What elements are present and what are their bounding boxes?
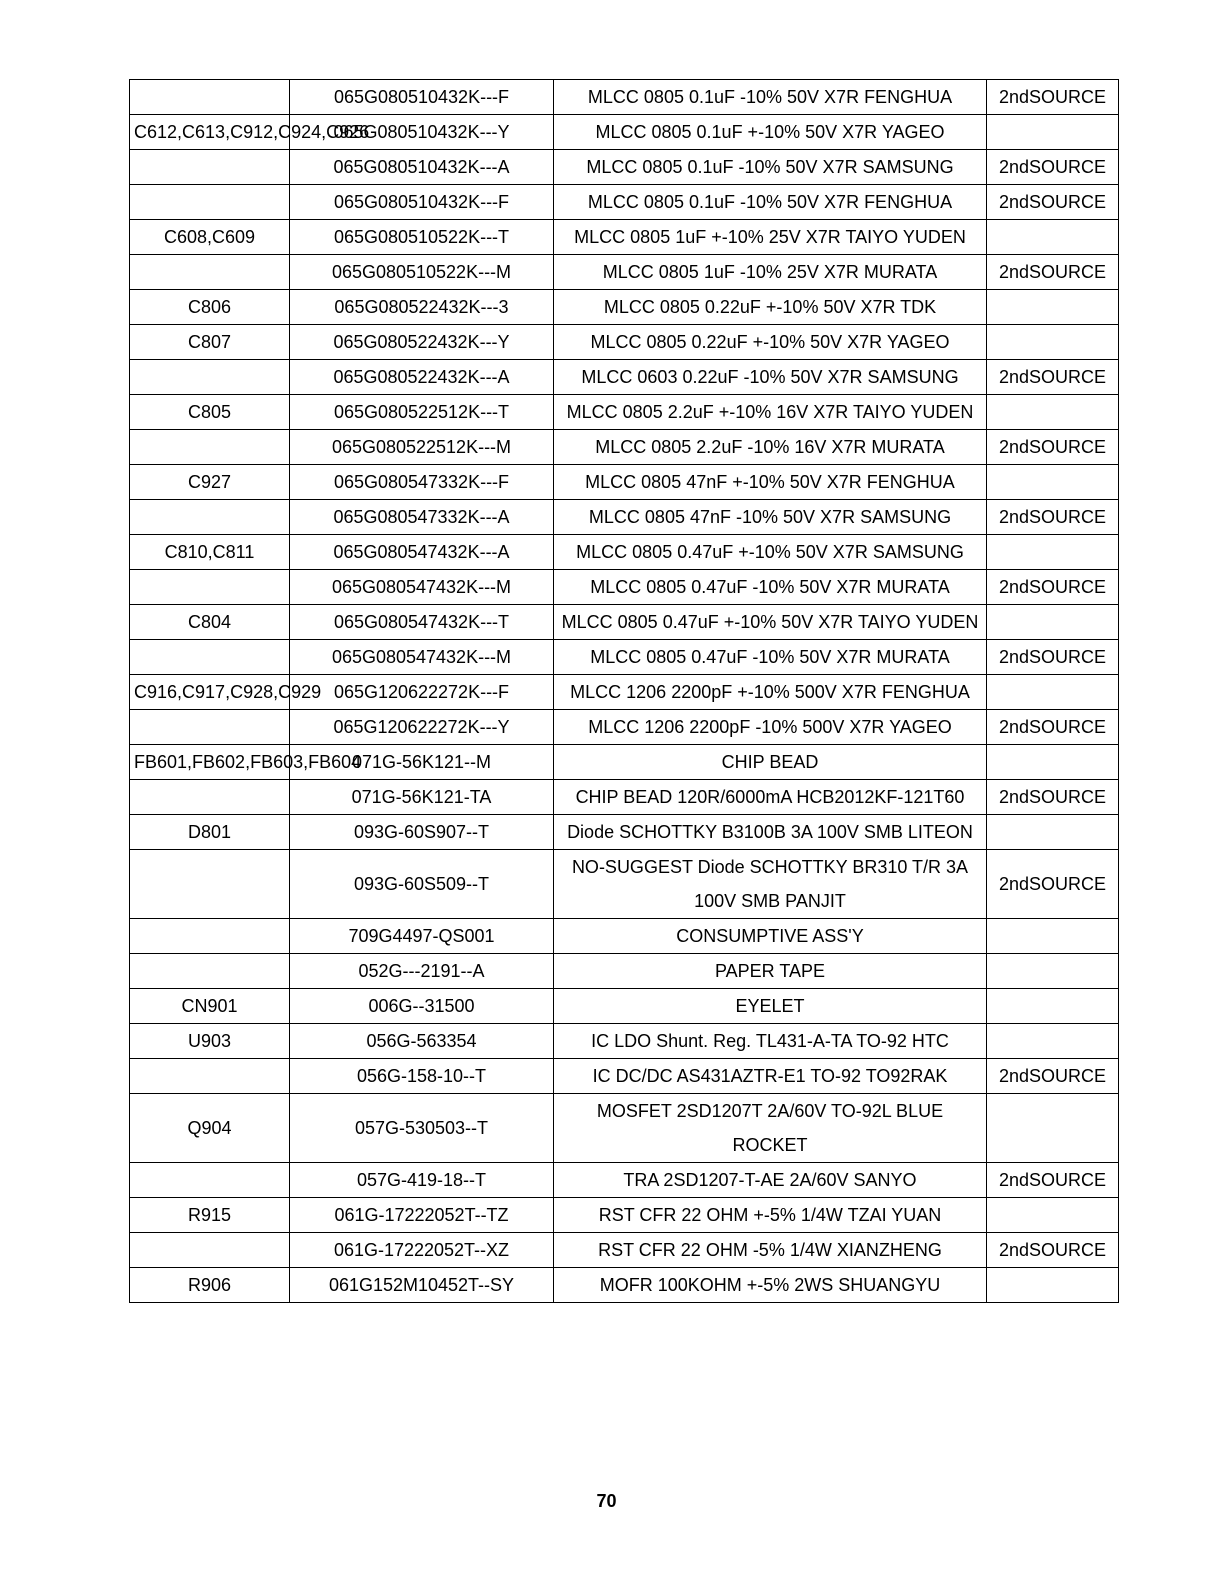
table-row: [130, 605, 1119, 640]
description-cell: MOFR 100KOHM +-5% 2WS SHUANGYU: [554, 1268, 987, 1303]
description-cell: CONSUMPTIVE ASS'Y: [554, 919, 987, 954]
table-row: [130, 290, 1119, 325]
description-cell: MLCC 0805 0.1uF -10% 50V X7R SAMSUNG: [554, 150, 987, 185]
part-number-cell: 065G080522432K---Y: [290, 325, 554, 360]
source-cell: 2ndSOURCE: [987, 570, 1119, 605]
source-cell: [987, 745, 1119, 780]
reference-designator-cell: [130, 430, 290, 465]
source-cell: [987, 1094, 1119, 1163]
description-cell: MLCC 0805 0.47uF +-10% 50V X7R SAMSUNG: [554, 535, 987, 570]
reference-designator-cell: [130, 500, 290, 535]
table-row: [130, 815, 1119, 850]
description-cell: MLCC 0805 2.2uF +-10% 16V X7R TAIYO YUDEN: [554, 395, 987, 430]
source-cell: [987, 115, 1119, 150]
reference-designator-cell: C927: [130, 465, 290, 500]
reference-designator-cell: [130, 919, 290, 954]
part-number-cell: 065G120622272K---F: [290, 675, 554, 710]
source-cell: [987, 395, 1119, 430]
table-row: [130, 185, 1119, 220]
reference-designator-cell: [130, 185, 290, 220]
source-cell: 2ndSOURCE: [987, 710, 1119, 745]
table-row: [130, 570, 1119, 605]
part-number-cell: 061G-17222052T--XZ: [290, 1233, 554, 1268]
table-row: [130, 1268, 1119, 1303]
reference-designator-cell: [130, 150, 290, 185]
table-row: [130, 745, 1119, 780]
source-cell: 2ndSOURCE: [987, 150, 1119, 185]
reference-designator-cell: [130, 710, 290, 745]
part-number-cell: 057G-419-18--T: [290, 1163, 554, 1198]
part-number-cell: 065G080547432K---M: [290, 640, 554, 675]
source-cell: 2ndSOURCE: [987, 430, 1119, 465]
description-cell: CHIP BEAD 120R/6000mA HCB2012KF-121T60: [554, 780, 987, 815]
description-cell: MLCC 0805 0.47uF +-10% 50V X7R TAIYO YUDEN: [554, 605, 987, 640]
source-cell: 2ndSOURCE: [987, 80, 1119, 115]
description-cell: MLCC 1206 2200pF +-10% 500V X7R FENGHUA: [554, 675, 987, 710]
source-cell: [987, 220, 1119, 255]
source-cell: [987, 465, 1119, 500]
table-row: [130, 395, 1119, 430]
source-cell: 2ndSOURCE: [987, 360, 1119, 395]
table-row: [130, 1163, 1119, 1198]
reference-designator-cell: C804: [130, 605, 290, 640]
description-cell: TRA 2SD1207-T-AE 2A/60V SANYO: [554, 1163, 987, 1198]
part-number-cell: 065G080510432K---F: [290, 80, 554, 115]
source-cell: 2ndSOURCE: [987, 850, 1119, 919]
part-number-cell: 065G080522512K---T: [290, 395, 554, 430]
table-row: [130, 325, 1119, 360]
description-cell: CHIP BEAD: [554, 745, 987, 780]
table-row: [130, 430, 1119, 465]
reference-designator-cell: C608,C609: [130, 220, 290, 255]
source-cell: 2ndSOURCE: [987, 780, 1119, 815]
table-row: [130, 500, 1119, 535]
reference-designator-cell: C612,C613,C912,C924,C926: [130, 115, 290, 150]
reference-designator-cell: C806: [130, 290, 290, 325]
table-row: [130, 255, 1119, 290]
table-row: [130, 80, 1119, 115]
part-number-cell: 065G080522432K---3: [290, 290, 554, 325]
table-row: [130, 640, 1119, 675]
table-row: [130, 919, 1119, 954]
source-cell: 2ndSOURCE: [987, 500, 1119, 535]
reference-designator-cell: FB601,FB602,FB603,FB604: [130, 745, 290, 780]
table-row: [130, 465, 1119, 500]
source-cell: [987, 325, 1119, 360]
reference-designator-cell: C807: [130, 325, 290, 360]
source-cell: [987, 989, 1119, 1024]
description-cell: MOSFET 2SD1207T 2A/60V TO-92L BLUE ROCKET: [554, 1094, 987, 1163]
description-cell: MLCC 0805 0.22uF +-10% 50V X7R TDK: [554, 290, 987, 325]
description-cell: MLCC 0805 2.2uF -10% 16V X7R MURATA: [554, 430, 987, 465]
description-cell: EYELET: [554, 989, 987, 1024]
source-cell: [987, 1024, 1119, 1059]
description-cell: MLCC 0805 0.1uF -10% 50V X7R FENGHUA: [554, 80, 987, 115]
source-cell: 2ndSOURCE: [987, 255, 1119, 290]
description-cell: NO-SUGGEST Diode SCHOTTKY BR310 T/R 3A 100V SMB PANJIT: [554, 850, 987, 919]
part-number-cell: 065G080510522K---T: [290, 220, 554, 255]
description-cell: MLCC 0805 47nF +-10% 50V X7R FENGHUA: [554, 465, 987, 500]
part-number-cell: 065G080522432K---A: [290, 360, 554, 395]
part-number-cell: 071G-56K121-TA: [290, 780, 554, 815]
part-number-cell: 056G-563354: [290, 1024, 554, 1059]
description-cell: MLCC 0805 0.1uF +-10% 50V X7R YAGEO: [554, 115, 987, 150]
reference-designator-cell: [130, 570, 290, 605]
part-number-cell: 071G-56K121--M: [290, 745, 554, 780]
part-number-cell: 065G080522512K---M: [290, 430, 554, 465]
reference-designator-cell: [130, 780, 290, 815]
description-cell: Diode SCHOTTKY B3100B 3A 100V SMB LITEON: [554, 815, 987, 850]
source-cell: 2ndSOURCE: [987, 1163, 1119, 1198]
table-row: [130, 1198, 1119, 1233]
table-row: [130, 675, 1119, 710]
source-cell: 2ndSOURCE: [987, 185, 1119, 220]
part-number-cell: 065G080547432K---M: [290, 570, 554, 605]
reference-designator-cell: [130, 360, 290, 395]
source-cell: [987, 290, 1119, 325]
table-row: [130, 1094, 1119, 1163]
reference-designator-cell: [130, 640, 290, 675]
table-row: [130, 535, 1119, 570]
part-number-cell: 057G-530503--T: [290, 1094, 554, 1163]
source-cell: [987, 815, 1119, 850]
table-row: [130, 780, 1119, 815]
source-cell: [987, 535, 1119, 570]
table-row: [130, 850, 1119, 919]
reference-designator-cell: [130, 80, 290, 115]
description-cell: MLCC 0603 0.22uF -10% 50V X7R SAMSUNG: [554, 360, 987, 395]
table-row: [130, 954, 1119, 989]
part-number-cell: 093G-60S509--T: [290, 850, 554, 919]
table-row: [130, 710, 1119, 745]
reference-designator-cell: [130, 954, 290, 989]
reference-designator-cell: C810,C811: [130, 535, 290, 570]
source-cell: [987, 675, 1119, 710]
reference-designator-cell: [130, 1059, 290, 1094]
part-number-cell: 061G-17222052T--TZ: [290, 1198, 554, 1233]
part-number-cell: 709G4497-QS001: [290, 919, 554, 954]
reference-designator-cell: [130, 1163, 290, 1198]
description-cell: PAPER TAPE: [554, 954, 987, 989]
reference-designator-cell: [130, 1233, 290, 1268]
reference-designator-cell: C805: [130, 395, 290, 430]
description-cell: IC DC/DC AS431AZTR-E1 TO-92 TO92RAK: [554, 1059, 987, 1094]
bom-table-body: [130, 80, 1119, 1303]
table-row: [130, 1024, 1119, 1059]
part-number-cell: 065G080547432K---A: [290, 535, 554, 570]
description-cell: RST CFR 22 OHM -5% 1/4W XIANZHENG: [554, 1233, 987, 1268]
reference-designator-cell: [130, 255, 290, 290]
table-row: [130, 220, 1119, 255]
part-number-cell: 065G080547332K---F: [290, 465, 554, 500]
table-row: [130, 1059, 1119, 1094]
description-cell: MLCC 0805 0.1uF -10% 50V X7R FENGHUA: [554, 185, 987, 220]
description-cell: MLCC 0805 1uF +-10% 25V X7R TAIYO YUDEN: [554, 220, 987, 255]
part-number-cell: 065G080547432K---T: [290, 605, 554, 640]
part-number-cell: 052G---2191--A: [290, 954, 554, 989]
part-number-cell: 065G080510432K---Y: [290, 115, 554, 150]
source-cell: 2ndSOURCE: [987, 1233, 1119, 1268]
table-row: [130, 989, 1119, 1024]
table-row: [130, 115, 1119, 150]
reference-designator-cell: D801: [130, 815, 290, 850]
source-cell: [987, 1198, 1119, 1233]
description-cell: MLCC 0805 47nF -10% 50V X7R SAMSUNG: [554, 500, 987, 535]
description-cell: MLCC 1206 2200pF -10% 500V X7R YAGEO: [554, 710, 987, 745]
description-cell: MLCC 0805 0.47uF -10% 50V X7R MURATA: [554, 640, 987, 675]
page-number: 70: [596, 1491, 617, 1511]
source-cell: [987, 919, 1119, 954]
reference-designator-cell: U903: [130, 1024, 290, 1059]
reference-designator-cell: R915: [130, 1198, 290, 1233]
part-number-cell: 065G080510432K---F: [290, 185, 554, 220]
reference-designator-cell: R906: [130, 1268, 290, 1303]
part-number-cell: 056G-158-10--T: [290, 1059, 554, 1094]
reference-designator-cell: [130, 850, 290, 919]
table-row: [130, 360, 1119, 395]
table-row: [130, 1233, 1119, 1268]
part-number-cell: 093G-60S907--T: [290, 815, 554, 850]
part-number-cell: 061G152M10452T--SY: [290, 1268, 554, 1303]
description-cell: MLCC 0805 0.22uF +-10% 50V X7R YAGEO: [554, 325, 987, 360]
part-number-cell: 065G120622272K---Y: [290, 710, 554, 745]
description-cell: MLCC 0805 1uF -10% 25V X7R MURATA: [554, 255, 987, 290]
reference-designator-cell: Q904: [130, 1094, 290, 1163]
part-number-cell: 065G080547332K---A: [290, 500, 554, 535]
description-cell: RST CFR 22 OHM +-5% 1/4W TZAI YUAN: [554, 1198, 987, 1233]
reference-designator-cell: C916,C917,C928,C929: [130, 675, 290, 710]
source-cell: [987, 605, 1119, 640]
reference-designator-cell: CN901: [130, 989, 290, 1024]
source-cell: [987, 954, 1119, 989]
source-cell: [987, 1268, 1119, 1303]
description-cell: IC LDO Shunt. Reg. TL431-A-TA TO-92 HTC: [554, 1024, 987, 1059]
part-number-cell: 065G080510522K---M: [290, 255, 554, 290]
description-cell: MLCC 0805 0.47uF -10% 50V X7R MURATA: [554, 570, 987, 605]
part-number-cell: 006G--31500: [290, 989, 554, 1024]
table-row: [130, 150, 1119, 185]
part-number-cell: 065G080510432K---A: [290, 150, 554, 185]
source-cell: 2ndSOURCE: [987, 1059, 1119, 1094]
source-cell: 2ndSOURCE: [987, 640, 1119, 675]
bom-table: [129, 79, 1119, 1303]
